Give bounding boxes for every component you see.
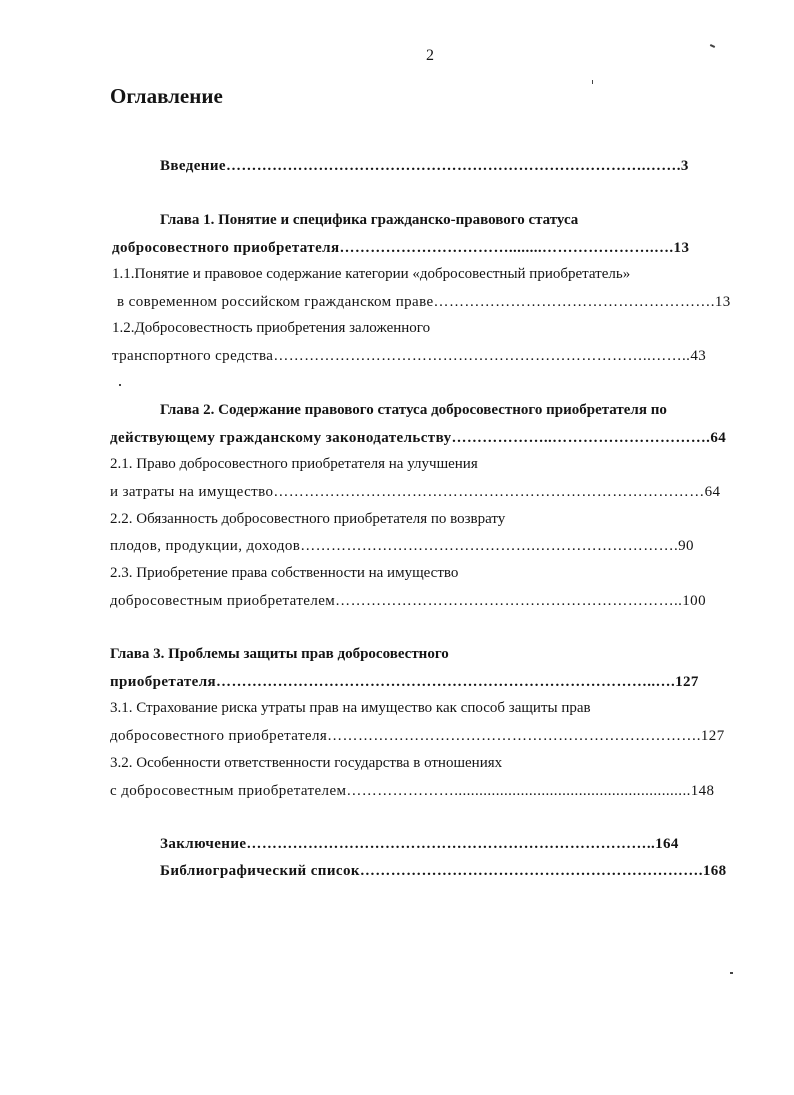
- toc-chapter-2-title: Глава 2. Содержание правового статуса добросовестного приобретателя по: [160, 402, 667, 418]
- toc-chapter-3-continuation: приобретателя…………………………………………………………………………..….127: [110, 674, 699, 690]
- toc-section-2-1-continuation: и затраты на имущество…………………………………………………………………………64: [110, 484, 721, 500]
- scan-speck: [119, 384, 121, 386]
- toc-entry-intro: Введение……………………………………………………………………….…….3: [160, 158, 689, 174]
- toc-section-2-1-title: 2.1. Право добросовестного приобретателя на улучшения: [110, 456, 478, 472]
- page-title: Оглавление: [110, 84, 223, 108]
- toc-section-1-1-continuation: в современном российском гражданском праве……………………………………………….13: [117, 294, 731, 310]
- toc-section-2-3-title: 2.3. Приобретение права собственности на имущество: [110, 565, 459, 581]
- toc-section-1-2-continuation: транспортного средства………………………………………………………………..……..43: [112, 348, 707, 364]
- toc-section-3-2-title: 3.2. Особенности ответственности государства в отношениях: [110, 755, 503, 771]
- toc-section-3-1-continuation: добросовестного приобретателя……………………………………………………………….127: [110, 728, 725, 744]
- toc-entry-conclusion: Заключение……………………………………………………………………..164: [160, 836, 679, 852]
- scan-speck: [730, 972, 733, 974]
- toc-section-2-2-continuation: плодов, продукции, доходов……………………………………….……………………….90: [110, 538, 694, 554]
- scan-speck: [710, 44, 715, 48]
- toc-entry-bibliography: Библиографический список………………………………………………………….168: [160, 863, 727, 879]
- toc-section-3-2-continuation: с добросовестным приобретателем………………….........................................................148: [110, 783, 715, 799]
- toc-chapter-2-continuation: действующему гражданскому законодательству………………..………………………….64: [110, 430, 727, 446]
- toc-chapter-1-continuation: добросовестного приобретателя……………………………........………………….….13: [112, 240, 690, 256]
- page-number: 2: [426, 47, 434, 64]
- toc-section-3-1-title: 3.1. Страхование риска утраты прав на имущество как способ защиты прав: [110, 700, 591, 716]
- toc-chapter-3-title: Глава 3. Проблемы защиты прав добросовестного: [110, 646, 449, 662]
- toc-section-2-2-title: 2.2. Обязанность добросовестного приобретателя по возврату: [110, 511, 506, 527]
- toc-chapter-1-title: Глава 1. Понятие и специфика гражданско-правового статуса: [160, 212, 579, 228]
- scan-speck: [592, 80, 593, 84]
- toc-section-1-1-title: 1.1.Понятие и правовое содержание категории «добросовестный приобретатель»: [112, 266, 631, 282]
- toc-section-1-2-title: 1.2.Добросовестность приобретения заложенного: [112, 320, 431, 336]
- toc-section-2-3-continuation: добросовестным приобретателем…………………………………………………………..100: [110, 593, 706, 609]
